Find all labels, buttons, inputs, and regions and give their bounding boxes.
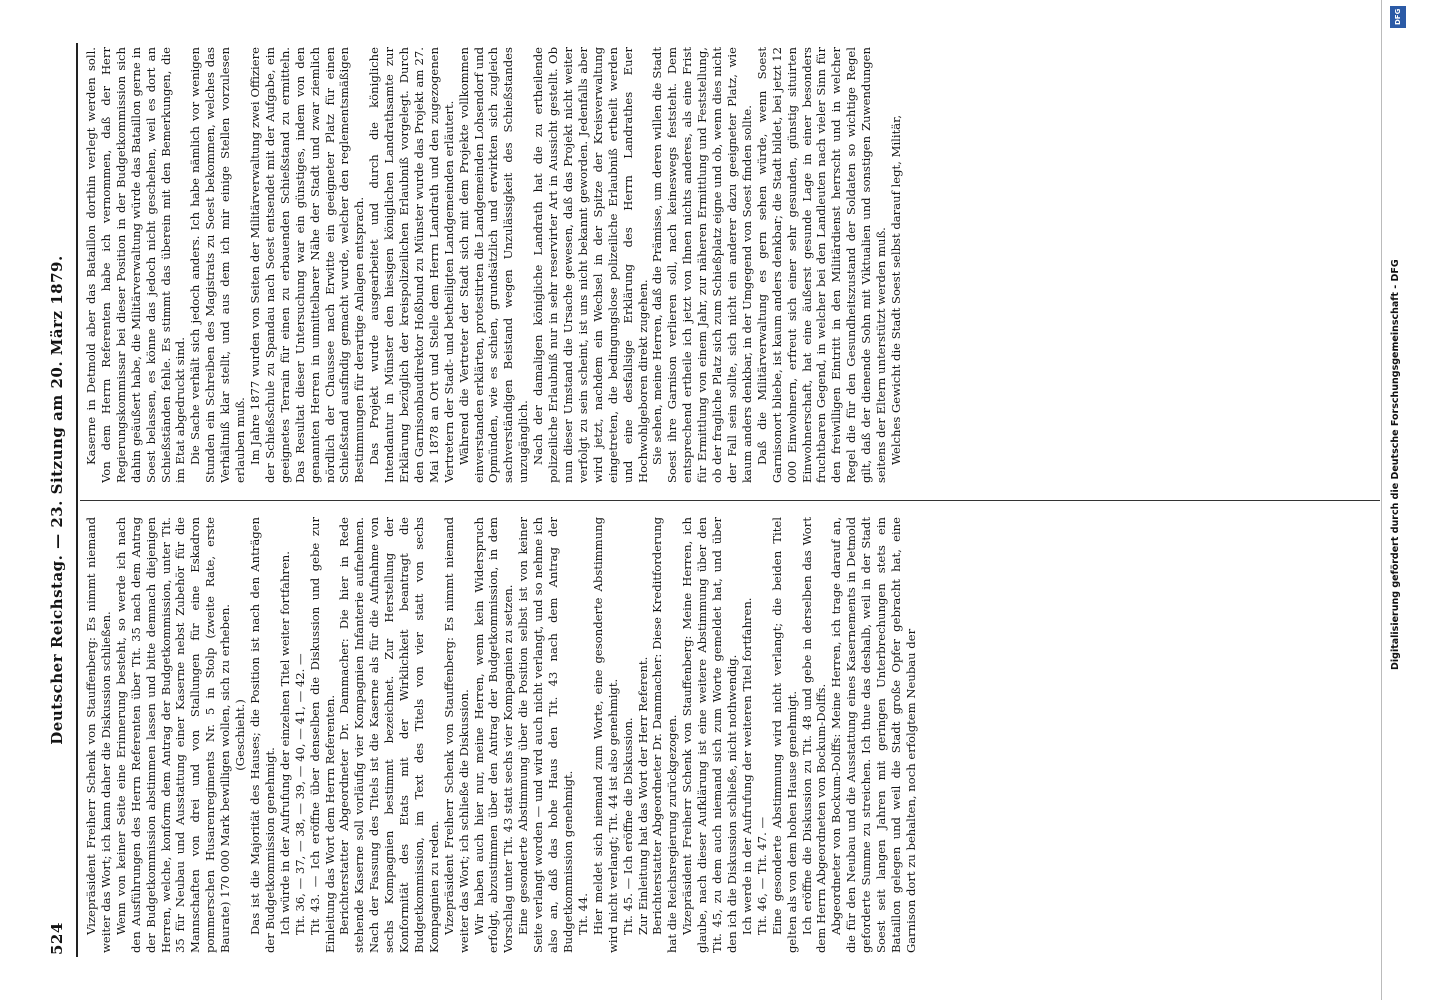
left-column-paragraph: Wir haben auch hier nur, meine Herren, wenn kein Widerspruch erfolgt, abzustimmen über den Antrag der Budgetkommission, in dem Vorschlag unter Tit. 43 statt sechs vier Kompagnien zu setzen. — [471, 517, 516, 953]
right-column — [84, 47, 1382, 483]
left-column-paragraph: Abgeordneter von Bockum-Dolffs: Meine Herren, ich trage darauf an, die für den Neubau und die Ausstattung eines Kasernements in Detmold geforderte Summe zu streichen. Ich thue das deshalb, weil in der Stadt Soest seit langen Jahren mit geringen Unterbrechungen stets ein Bataillon gelegen und weil die Stadt große Opfer gebracht hat, eine Garnison dort zu behalten, noch erfolgtem Neubau der — [829, 517, 918, 953]
right-column-paragraph: Im Jahre 1877 wurden von Seiten der Militärverwaltung zwei Offiziere der Schießschule zu Spandau nach Soest entsendet mit der Aufgabe, ein geeignetes Terrain für einen zu erbauenden Schießstand zu ermitteln. Das Resultat dieser Untersuchung war ein günstiges, indem von den genannten Herren in unmittelbarer Nähe der Stadt und zwar ziemlich nördlich der Chaussee nach Erwitte ein geeigneter Platz für einen Schießstand ausfindig gemacht wurde, welcher den reglementsmäßigen Bestimmungen für derartige Anlagen entsprach. — [247, 47, 367, 483]
right-column-paragraph: Während die Vertreter der Stadt sich mit dem Projekte vollkommen einverstanden erklärten, protestirten die Landgemeinden Lohsendorf und Opmünden, wie es schien, grundsätzlich und erwirkten sich zugleich sachverständigen Beistand wegen Unzulässigkeit des Schießstandes unzugänglich. — [456, 47, 531, 483]
header-rule — [76, 43, 78, 957]
left-column-paragraph: Wenn von keiner Seite eine Erinnerung besteht, so werde ich nach den Ausführungen des Herrn Referenten über Tit. 35 nach dem Antrag der Budgetkommission abstimmen lassen und bitte demnach diejenigen Herren, welche, konform dem Antrag der Budgetkommission, unter Tit. 35 für Neubau und Ausstattung einer Kaserne nebst Zubehör für die Mannschaften von drei und von Stallungen für eine Eskadron pommerschen Husarenregiments Nr. 5 in Stolp (zweite Rate, erste Baurate) 170 000 Mark bewilligen wollen, sich zu erheben. — [113, 517, 233, 953]
dfg-funding-note: Digitalisierung gefördert durch die Deutsche Forschungsgemeinschaft - DFG — [1390, 259, 1401, 670]
left-column-paragraph: Ich eröffne die Diskussion zu Tit. 48 und gebe in derselben das Wort dem Herrn Abgeordneten von Bockum-Dolffs. — [799, 517, 829, 953]
left-column-paragraph: Hier meldet sich niemand zum Worte, eine gesonderte Abstimmung wird nicht verlangt; Tit. 44 ist also genehmigt. — [590, 517, 620, 953]
right-column-paragraph: Welches Gewicht die Stadt Soest selbst darauf legt, Militär, — [888, 114, 903, 465]
left-column-paragraph: Tit. 46, — Tit. 47. — — [754, 816, 769, 935]
running-title: Deutscher Reichstag. — 23. Sitzung am 20. März 1879. — [48, 255, 66, 745]
left-column-paragraph: Ich würde in der Aufrufung der einzelnen Titel weiter fortfahren. — [277, 551, 292, 935]
right-column-paragraph: Die Sache verhält sich jedoch anders. Ich habe nämlich vor wenigen Stunden ein Schreiben des Magistrats zu Soest bekommen, welches das Verhältniß klar stellt, und aus dem ich mir einige Stellen vorzulesen erlauben muß. — [188, 47, 248, 483]
digitization-strip — [1381, 0, 1432, 1000]
left-column-paragraph: Ich werde in der Aufrufung der weiteren Titel fortfahren. — [739, 597, 754, 935]
page-number: 524 — [48, 922, 66, 955]
right-column-paragraph: Sie sehen, meine Herren, daß die Prämisse, um deren willen die Stadt Soest ihre Garnison verlieren soll, nach keineswegs feststeht. Dem entsprechend ertheile ich jetzt von Ihnen nichts anderes, als eine Frist für Ermittlung von einem Jahr, zur näheren Ermittlung und Feststellung, ob der fragliche Platz sich zum Schießplatz eigne und ob, wenn dies nicht der Fall sein sollte, sich nicht ein anderer dazu geeigneter Platz, wie kaum anders denkbar, in der Umgegend von Soest finden sollte. — [650, 47, 754, 483]
left-column-paragraph: Vizepräsident Freiherr Schenk von Stauffenberg: Meine Herren, ich glaube, nach dieser Aufklärung ist eine weitere Abstimmung über den Tit. 45, zu dem auch niemand sich zum Worte gemeldet hat, und über den ich die Diskussion schließe, nicht nothwendig. — [680, 517, 739, 953]
left-column-paragraph: Berichterstatter Abgeordneter Dr. Dammacher: Diese Kreditforderung hat die Reichsregierung zurückgezogen. — [650, 517, 680, 953]
dfg-logo: DFG — [1390, 6, 1406, 28]
left-column-paragraph: Tit. 45. — Ich eröffne die Diskussion. — [620, 717, 635, 935]
left-column-paragraph: Vizepräsident Freiherr Schenk von Stauffenberg: Es nimmt niemand weiter das Wort; ich kann daher die Diskussion schließen. — [84, 517, 113, 953]
right-column-paragraph: Daß die Militärverwaltung es gern sehen würde, wenn Soest Garnisonort bliebe, ist kaum anders denkbar; die Stadt bildet, bei jetzt 12 000 Einwohnern, erfreut sich einer sehr gesunden, günstig situirten Einwohnerschaft, hat eine äußerst gesunde Lage in einer besonders fruchtbaren Gegend, in welcher bei den Landleuten nach vieler Sinn für den freiwilligen Eintritt in den Militärdienst herrscht und in welcher Regel die für den Gesundheitszustand der Soldaten so wichtige Regel gilt, daß der dienende Sohn mit Viktualien und sonstigen Zuwendungen seitens der Eltern unterstützt werden muß. — [754, 47, 889, 483]
left-column-paragraph: (Geschieht.) — [233, 699, 248, 771]
page-header — [44, 45, 72, 955]
right-column-paragraph: Kaserne in Detmold aber das Bataillon dorthin verlegt werden soll. Von dem Herrn Referenten habe ich vernommen, daß der Herr Regierungskommissar bei dieser Position in der Budgetkommission sich dahin geäußert habe, die Militärverwaltung würde das Bataillon gerne in Soest belassen, es könne das jedoch nicht geschehen, weil es dort an Schießständen fehle. Es stimmt das überein mit den Bemerkungen, die im Etat abgedruckt sind. — [84, 47, 188, 483]
left-column-paragraph: Eine gesonderte Abstimmung wird nicht verlangt; die beiden Titel gelten als von dem hohen Hause genehmigt. — [769, 517, 799, 953]
rotated-document-page — [26, 25, 1406, 975]
left-column-paragraph: Zur Einleitung hat das Wort der Herr Referent. — [635, 656, 650, 935]
left-column — [84, 517, 1382, 953]
left-column-paragraph: Vizepräsident Freiherr Schenk von Stauffenberg: Es nimmt niemand weiter das Wort; ich schließe die Diskussion. — [441, 517, 471, 953]
left-column-paragraph: Tit. 36, — 37, — 38, — 39, — 40, — 41, — 42. — — [292, 653, 307, 935]
left-column-paragraph: Tit 43. — Ich eröffne über denselben die Diskussion und gebe zur Einleitung das Wort dem Herrn Referenten. — [307, 517, 337, 953]
left-column-paragraph: Tit. 44. — [575, 893, 590, 935]
right-column-paragraph: Das Projekt wurde ausgearbeitet und durch die königliche Intendantur in Münster den hiesigen königlichen Landrathsamte zur Erklärung bezüglich der kreispolizeilichen Erlaubniß vorgelegt. Durch den Garnisonbaudirektor Hoßbund zu Münster wurde das Projekt am 27. Mai 1878 an Ort und Stelle dem Herrn Landrath und den zugezogenen Vertretern der Stadt- und betheiligten Landgemeinden erläutert. — [367, 47, 456, 483]
right-column-paragraph: Nach der damaligen königliche Landrath hat die zu ertheilende polizeiliche Erlaubniß nur in sehr reservirter Art in Aussicht gestellt. Ob nun dieser Umstand die Ursache gewesen, daß das Projekt nicht weiter verfolgt zu sein scheint, ist uns nicht bekannt geworden. Jedenfalls aber wird jetzt, nachdem ein Wechsel in der Spitze der Kreisverwaltung eingetreten, die bedingungslose polizeiliche Erlaubniß ertheilt werden und eine desfallsige Erklärung des Herrn Landrathes Euer Hochwohlgeboren direkt zugehen. — [531, 47, 650, 483]
column-divider — [80, 500, 1380, 501]
left-column-paragraph: Das ist die Majorität des Hauses; die Position ist nach den Anträgen der Budgetkommission genehmigt. — [247, 517, 277, 953]
left-column-paragraph: Berichterstatter Abgeordneter Dr. Dammacher: Die hier in Rede stehende Kaserne soll vorläufig vier Kompagnien Infanterie aufnehmen. Nach der Fassung des Titels ist die Kaserne als für die Aufnahme von sechs Kompagnien bestimmt bezeichnet. Zur Herstellung der Konformität des Etats mit der Wirklichkeit beantragt die Budgetkommission, im Text des Titels von vier statt von sechs Kompagnien zu reden. — [337, 517, 441, 953]
left-column-paragraph: Eine gesonderte Abstimmung über die Position selbst ist von keiner Seite verlangt worden — und wird auch nicht verlangt, und so nehme ich also an, daß das hohe Haus den Tit. 43 nach dem Antrag der Budgetkommission genehmigt. — [516, 517, 575, 953]
